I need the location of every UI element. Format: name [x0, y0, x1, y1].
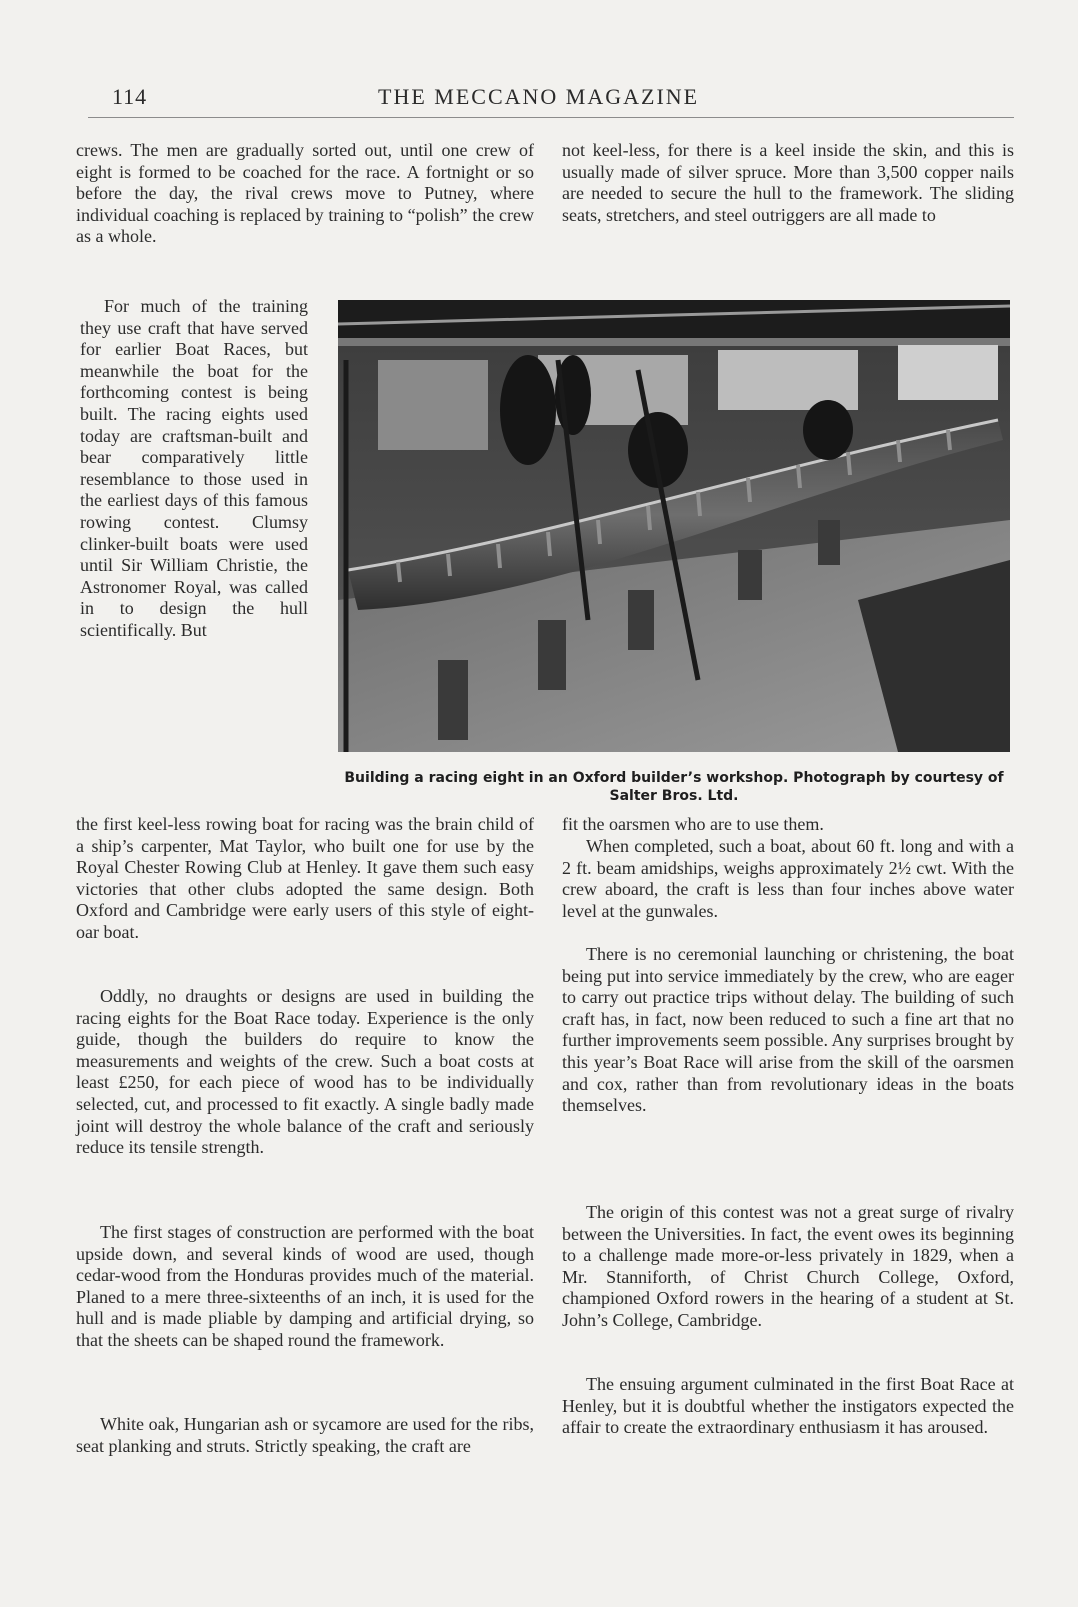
- left-paragraph-5: White oak, Hungarian ash or sycamore are used for the ribs, seat planking and struts. Strictly speaking, the craft are: [76, 1414, 534, 1456]
- left-paragraph-4: The first stages of construction are performed with the boat upside down, and several kinds of wood are used, though cedar-wood from the Honduras provides much of the material. Planed to a mere three-sixteenths of an inch, it is used for the hull and is made pliable by damping and artificial drying, so that the sheets can be shaped round the framework.: [76, 1222, 534, 1350]
- left-paragraph-3: Oddly, no draughts or designs are used in building the racing eights for the Boat Race today. Experience is the only guide, though the builders do require to know the measurements and weights of the crew. Such a boat costs at least £250, for each piece of wood has to be individually selected, cut, and processed to fit exactly. A single badly made joint will destroy the whole balance of the craft and seriously reduce its tensile strength.: [76, 986, 534, 1158]
- page-number: 114: [112, 84, 148, 109]
- left-paragraph-2-continued: the first keel-less rowing boat for racing was the brain child of a ship’s carpenter, Mat Taylor, who built one for use by the Royal Chester Rowing Club at Henley. It gave them such easy victories that other clubs adopted the same design. Both Oxford and Cambridge were early users of this style of eight-oar boat.: [76, 814, 534, 942]
- right-paragraph-2: fit the oarsmen who are to use them.: [562, 814, 824, 834]
- left-paragraph-2-wrapped: For much of the training they use craft that have served for earlier Boat Races, but meanwhile the boat for the forthcoming contest is being built. The racing eights used today are craftsman-built and bear comparatively little resemblance to those used in the earliest days of this famous rowing contest. Clumsy clinker-built boats were used until Sir William Christie, the Astronomer Royal, was called in to design the hull scientifically. But: [80, 296, 308, 640]
- right-paragraph-1: not keel-less, for there is a keel inside the skin, and this is usually made of silver spruce. More than 3,500 copper nails are needed to secure the hull to the framework. The sliding seats, stretchers, and steel outriggers are all made to: [562, 140, 1014, 225]
- workshop-photograph: [338, 300, 1010, 752]
- right-paragraph-3: When completed, such a boat, about 60 ft. long and with a 2 ft. beam amidships, weighs approximately 2½ cwt. With the crew aboard, the craft is less than four inches above water level at the gunwales.: [562, 836, 1014, 921]
- header-rule: [88, 117, 1014, 118]
- photo-caption: Building a racing eight in an Oxford builder’s workshop. Photograph by courtesy of Salter Bros. Ltd.: [344, 770, 1004, 804]
- right-paragraph-5: The origin of this contest was not a great surge of rivalry between the Universities. In fact, the event owes its beginning to a challenge made more-or-less privately in 1829, when a Mr. Stanniforth, of Christ Church College, Oxford, championed Oxford rowers in the hearing of a student at St. John’s College, Cambridge.: [562, 1202, 1014, 1330]
- left-paragraph-1: crews. The men are gradually sorted out, until one crew of eight is formed to be coached for the race. A fortnight or so before the day, the rival crews move to Putney, where individual coaching is replaced by training to “polish” the crew as a whole.: [76, 140, 534, 247]
- right-paragraph-4: There is no ceremonial launching or christening, the boat being put into service immediately by the crew, who are eager to carry out practice trips without delay. The building of such craft has, in fact, now been reduced to such a fine art that no further improvements seem possible. Any surprises brought by this year’s Boat Race will arise from the skill of the oarsmen and cox, rather than from revolutionary ideas in the boats themselves.: [562, 944, 1014, 1116]
- right-paragraph-6: The ensuing argument culminated in the first Boat Race at Henley, but it is doubtful whether the instigators expected the affair to create the extraordinary enthusiasm it has aroused.: [562, 1374, 1014, 1438]
- magazine-title: THE MECCANO MAGAZINE: [378, 84, 700, 109]
